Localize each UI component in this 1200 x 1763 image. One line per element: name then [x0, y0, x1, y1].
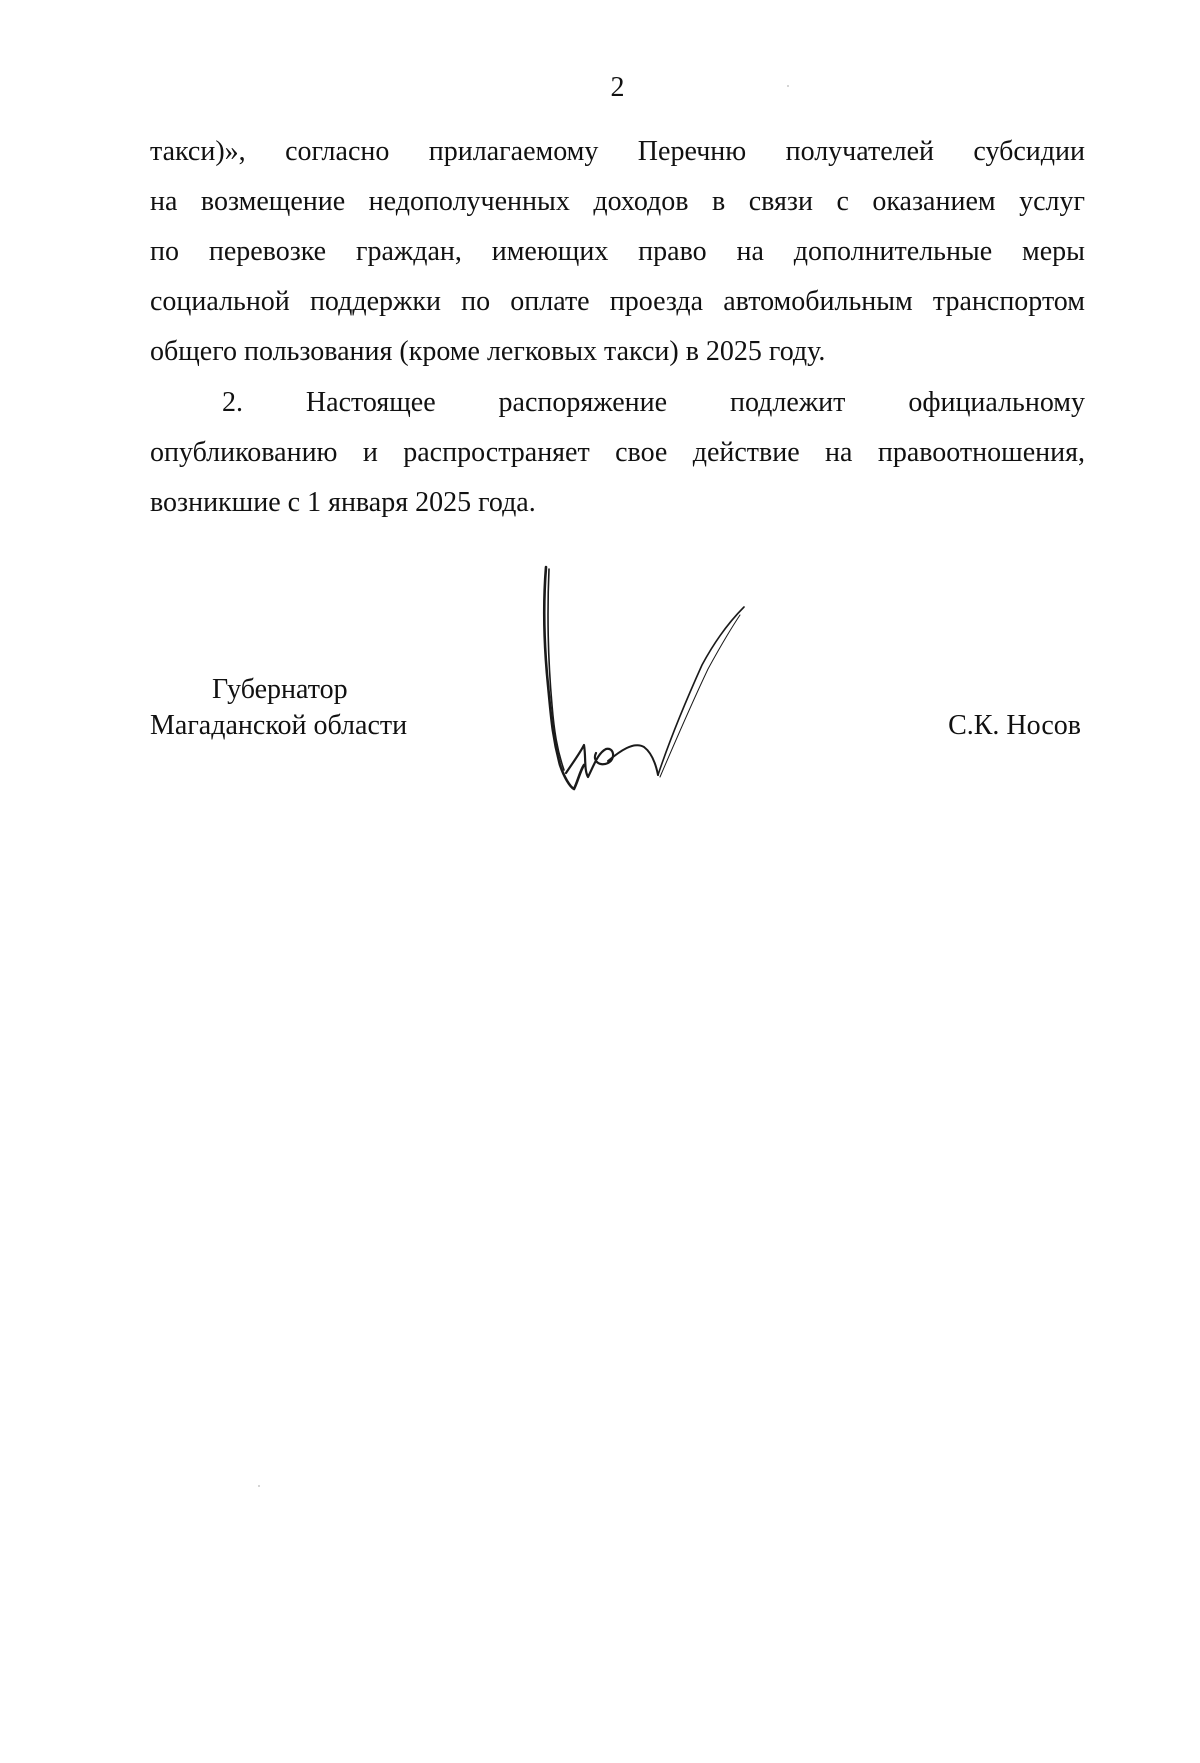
- signatory-position: [150, 672, 470, 744]
- position-line: Губернатор: [212, 674, 348, 705]
- position-line: Магаданской области: [150, 710, 408, 741]
- paragraph-line: социальной поддержки по оплате проезда автомобильным транспортом: [150, 286, 1085, 317]
- paragraph-line: опубликованию и распространяет свое действие на правоотношения,: [150, 437, 1085, 468]
- page-number: 2: [610, 72, 625, 103]
- paragraph-line: 2. Настоящее распоряжение подлежит официальному: [222, 387, 1085, 418]
- paragraph-1: [150, 127, 1085, 377]
- paragraph-line: такси)», согласно прилагаемому Перечню получателей субсидии: [150, 136, 1085, 167]
- paragraph-2: [150, 378, 1085, 528]
- paragraph-line: общего пользования (кроме легковых такси) в 2025 году.: [150, 336, 826, 367]
- paragraph-line: возникшие с 1 января 2025 года.: [150, 487, 536, 518]
- scan-speck: [787, 85, 789, 87]
- paragraph-line: по перевозке граждан, имеющих право на дополнительные меры: [150, 236, 1085, 267]
- signatory-name: С.К. Носов: [948, 710, 1081, 741]
- handwritten-signature: [540, 565, 770, 805]
- paragraph-line: на возмещение недополученных доходов в связи с оказанием услуг: [150, 186, 1085, 217]
- scan-speck: [258, 1485, 260, 1487]
